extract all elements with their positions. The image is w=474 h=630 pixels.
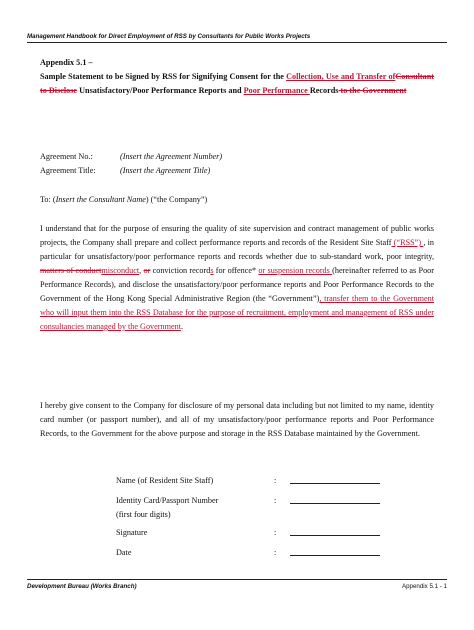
id-sublabel: (first four digits) [116, 510, 171, 519]
appendix-heading [40, 56, 434, 98]
name-label: Name (of Resident Site Staff) [116, 476, 214, 485]
footer-page-number: Appendix 5.1 - 1 [401, 583, 447, 590]
inserted-text: , transfer them to the Government who will input them into the RSS Database for the purpose of recruitment, employment and management of RSS under consultancies managed by the Government [40, 294, 435, 331]
agreement-number-row [40, 150, 400, 164]
agreement-title-placeholder: (Insert the Agreement Title) [120, 166, 211, 175]
deleted-text: Consultant to Disclose [40, 72, 435, 95]
inserted-text: s [210, 266, 214, 275]
deleted-text: or [143, 266, 151, 275]
id-line[interactable] [290, 494, 380, 504]
name-field-row: Name (of Resident Site Staff) : [116, 474, 436, 488]
date-line[interactable] [290, 546, 380, 556]
signature-line[interactable] [290, 526, 380, 536]
consent-paragraph: I hereby give consent to the Company for disclosure of my personal data including but not limited to my name, identity card number (or passport number), and all of my unsatisfactory/poor performance reports and Poor Performance Records, to the Government for the above purpose and storage in the RSS Database maintained by the Government. [40, 401, 434, 438]
agreement-title-label: Agreement Title: [40, 166, 96, 175]
inserted-text: Collection, Use and Transfer of [286, 72, 396, 81]
appendix-title: Sample Statement to be Signed by RSS for Signifying Consent for the Collection, Use and Transfer ofConsultant to Disclose Unsatisfactory/Poor Performance Reports and Poor Performance Records to the Government [40, 72, 435, 95]
page-footer [27, 579, 447, 590]
signature-field-row: Signature : [116, 526, 436, 540]
inserted-text: misconduct [101, 266, 140, 275]
date-label: Date [116, 548, 132, 557]
inserted-text: (“RSS”) [391, 238, 424, 247]
inserted-text: or suspension records [258, 266, 333, 275]
consultant-name-placeholder: Insert the Consultant Name [55, 195, 146, 204]
id-field-row: Identity Card/Passport Number (first four digits): [116, 494, 436, 522]
footer-left: Development Bureau (Works Branch) [27, 583, 137, 590]
inserted-text: Poor Performance [243, 86, 310, 95]
deleted-text: matters of conduct [40, 266, 102, 275]
understanding-paragraph: I understand that for the purpose of ensuring the quality of site supervision and contract management of public works projects, the Company shall prepare and collect performance reports and records of the Resident Site Staff (“RSS”) , in particular for unsatisfactory/poor performance reports and records whether due to sub-standard work, poor integrity, matters of conductmisconduct, or conviction records for offence* or suspension records (hereinafter referred to as Poor Performance Records), and disclose the unsatisfactory/poor performance reports and Poor Performance Records to the Government of the Hong Kong Special Administrative Region (the “Government”), transfer them to the Government who will input them into the RSS Database for the purpose of recruitment, employment and management of RSS under consultancies managed by the Government. [40, 224, 435, 331]
agreement-number-placeholder: (Insert the Agreement Number) [120, 152, 223, 161]
agreement-number-label: Agreement No.: [40, 152, 93, 161]
appendix-number: Appendix 5.1 – [40, 58, 93, 67]
signature-label: Signature [116, 528, 148, 537]
deleted-text: to the Government [338, 86, 407, 95]
agreement-title-row [40, 164, 400, 178]
date-field-row: Date : [116, 546, 436, 560]
running-header: Management Handbook for Direct Employment of RSS by Consultants for Public Works Projects [27, 33, 447, 43]
name-line[interactable] [290, 474, 380, 484]
id-label: Identity Card/Passport Number [116, 496, 219, 505]
addressee-line: To: (Insert the Consultant Name) (“the Company”) [40, 195, 208, 204]
